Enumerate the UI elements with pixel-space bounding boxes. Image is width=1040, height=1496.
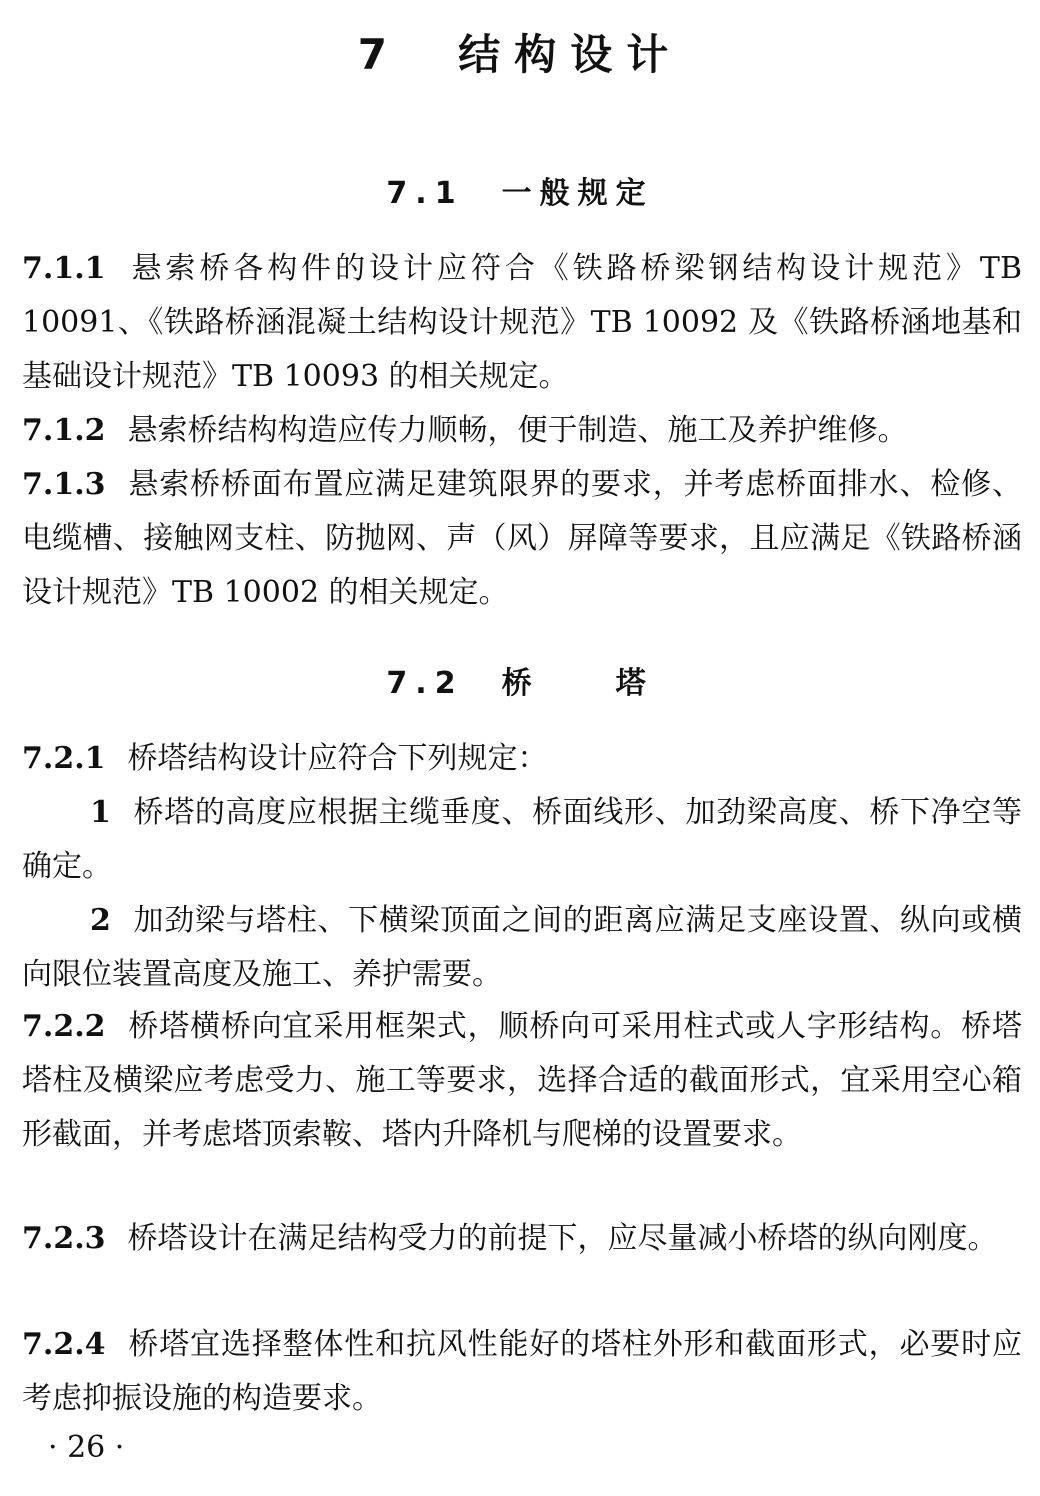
- chapter-number: 7: [357, 30, 401, 79]
- clause-7-2-1: [22, 732, 1022, 786]
- clause-number: 7.1.2: [22, 413, 106, 448]
- clause-7-1-2: [22, 404, 1022, 458]
- clause-text: 桥塔横桥向宜采用框架式，顺桥向可采用柱式或人字形结构。桥塔塔柱及横梁应考虑受力、施工等要求，选择合适的截面形式，宜采用空心箱形截面，并考虑塔顶索鞍、塔内升降机与爬梯的设置要求。: [22, 1009, 1022, 1152]
- chapter-title-text: 结构设计: [458, 30, 683, 79]
- clause-text: 桥塔设计在满足结构受力的前提下，应尽量减小桥塔的纵向刚度。: [127, 1221, 998, 1256]
- clause-number: 7.2.2: [22, 1009, 106, 1044]
- section-heading-7-1: 7.1 一般规定: [386, 176, 654, 211]
- clause-number: 7.1.3: [22, 467, 106, 502]
- clause-7-2-3: [22, 1212, 1022, 1266]
- clause-text: 桥塔结构设计应符合下列规定：: [127, 741, 548, 776]
- clause-7-2-2: [22, 1000, 1022, 1162]
- clause-7-2-1-item-1: [22, 786, 1022, 894]
- clause-text: 悬索桥桥面布置应满足建筑限界的要求，并考虑桥面排水、检修、电缆槽、接触网支柱、防抛网、声（风）屏障等要求，且应满足《铁路桥涵设计规范》TB 10002 的相关规定。: [22, 467, 1022, 610]
- section-heading-7-2: 7.2 桥 塔: [386, 666, 654, 701]
- clause-7-1-3: [22, 458, 1022, 620]
- clause-7-2-4: [22, 1318, 1022, 1426]
- clause-number: 7.2.4: [22, 1327, 106, 1362]
- clause-number: 7.1.1: [22, 251, 106, 286]
- clause-text: 悬索桥结构构造应传力顺畅，便于制造、施工及养护维修。: [127, 413, 908, 448]
- chapter-title: [0, 22, 1040, 82]
- item-number: 1: [90, 795, 111, 830]
- clause-number: 7.2.3: [22, 1221, 106, 1256]
- page-number: · 26 ·: [48, 1430, 125, 1465]
- clause-7-2-1-item-2: [22, 894, 1022, 1002]
- item-number: 2: [90, 903, 111, 938]
- item-text: 加劲梁与塔柱、下横梁顶面之间的距离应满足支座设置、纵向或横向限位装置高度及施工、养护需要。: [22, 903, 1022, 992]
- clause-text: 悬索桥各构件的设计应符合《铁路桥梁钢结构设计规范》TB 10091、《铁路桥涵混凝土结构设计规范》TB 10092 及《铁路桥涵地基和基础设计规范》TB 10093 的相关规定。: [22, 251, 1022, 394]
- item-text: 桥塔的高度应根据主缆垂度、桥面线形、加劲梁高度、桥下净空等确定。: [22, 795, 1022, 884]
- clause-text: 桥塔宜选择整体性和抗风性能好的塔柱外形和截面形式，必要时应考虑抑振设施的构造要求。: [22, 1327, 1022, 1416]
- clause-number: 7.2.1: [22, 741, 106, 776]
- clause-7-1-1: [22, 242, 1022, 404]
